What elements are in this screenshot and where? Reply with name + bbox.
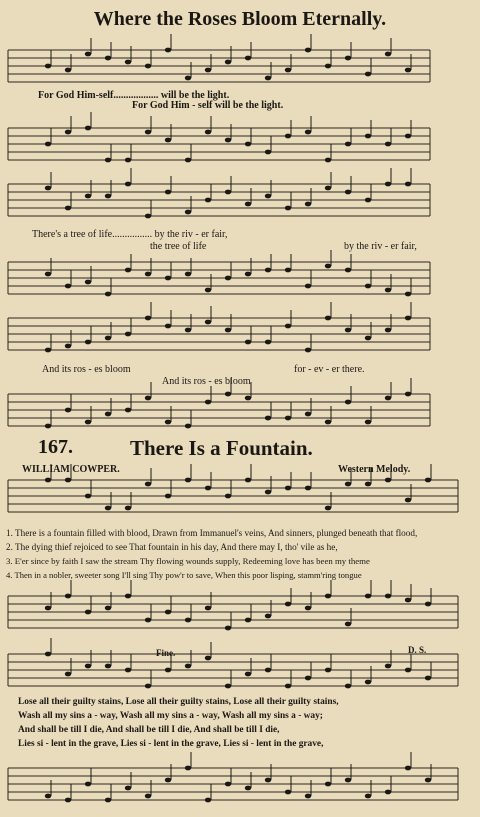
note-head	[385, 182, 391, 187]
hymn-title-roses: Where the Roses Bloom Eternally.	[93, 8, 387, 30]
note-head	[345, 56, 351, 61]
note-head	[325, 506, 331, 511]
note-head	[105, 292, 111, 297]
note-head	[125, 786, 131, 791]
note-head	[365, 198, 371, 203]
note-head	[385, 594, 391, 599]
note-head	[85, 782, 91, 787]
note-head	[345, 684, 351, 689]
note-head	[345, 622, 351, 627]
note-head	[165, 138, 171, 143]
note-head	[365, 284, 371, 289]
note-head	[365, 794, 371, 799]
note-head	[225, 328, 231, 333]
note-head	[205, 68, 211, 73]
note-head	[245, 618, 251, 623]
hymn-number: 167.	[38, 436, 73, 458]
note-head	[345, 190, 351, 195]
note-head	[305, 202, 311, 207]
note-head	[165, 668, 171, 673]
note-head	[385, 396, 391, 401]
verse-line: 2. The dying thief rejoiced to see That fountain in his day, And there may I, tho' vile as he,	[6, 542, 338, 552]
note-head	[205, 606, 211, 611]
note-head	[305, 48, 311, 53]
note-head	[245, 340, 251, 345]
note-head	[245, 272, 251, 277]
note-head	[65, 478, 71, 483]
note-head	[85, 280, 91, 285]
note-head	[125, 408, 131, 413]
note-head	[65, 594, 71, 599]
note-head	[345, 142, 351, 147]
note-head	[205, 486, 211, 491]
note-head	[345, 778, 351, 783]
note-head	[265, 194, 271, 199]
note-head	[305, 130, 311, 135]
note-head	[205, 198, 211, 203]
lyric-line: And its ros - es bloom	[162, 376, 251, 387]
hymn-title-fountain: There Is a Fountain.	[130, 436, 313, 460]
note-head	[65, 130, 71, 135]
note-head	[325, 264, 331, 269]
note-head	[285, 324, 291, 329]
note-head	[105, 158, 111, 163]
verse-line: 1. There is a fountain filled with blood, Drawn from Immanuel's veins, And sinners, plunged beneath that flood,	[6, 528, 418, 538]
note-head	[265, 668, 271, 673]
note-head	[365, 134, 371, 139]
note-head	[45, 348, 51, 353]
note-head	[85, 52, 91, 57]
note-head	[205, 656, 211, 661]
note-head	[185, 478, 191, 483]
note-head	[405, 766, 411, 771]
note-head	[165, 778, 171, 783]
note-head	[165, 420, 171, 425]
note-head	[45, 142, 51, 147]
note-head	[405, 182, 411, 187]
note-head	[385, 664, 391, 669]
note-head	[145, 396, 151, 401]
note-head	[325, 782, 331, 787]
note-head	[185, 664, 191, 669]
refrain-line: And shall be till I die, And shall be till I die, And shall be till I die,	[18, 725, 280, 735]
note-head	[145, 316, 151, 321]
lyric-line: And its ros - es bloom	[42, 364, 131, 375]
note-head	[65, 408, 71, 413]
note-head	[125, 268, 131, 273]
note-head	[405, 668, 411, 673]
note-head	[45, 424, 51, 429]
note-head	[105, 56, 111, 61]
note-head	[185, 424, 191, 429]
note-head	[245, 478, 251, 483]
note-head	[205, 130, 211, 135]
note-head	[185, 766, 191, 771]
note-head	[305, 284, 311, 289]
note-head	[105, 606, 111, 611]
note-head	[265, 614, 271, 619]
note-head	[365, 72, 371, 77]
note-head	[285, 68, 291, 73]
verse-line: 4. Then in a nobler, sweeter song I'll sing Thy pow'r to save, When this poor lisping, stamm'ring tongue	[6, 570, 362, 580]
note-head	[45, 606, 51, 611]
note-head	[345, 400, 351, 405]
note-head	[305, 794, 311, 799]
note-head	[105, 506, 111, 511]
note-head	[385, 142, 391, 147]
note-head	[285, 416, 291, 421]
ds-mark: D. S.	[408, 645, 427, 655]
refrain-line: Lose all their guilty stains, Lose all their guilty stains, Lose all their guilty stains,	[18, 697, 339, 707]
note-head	[185, 272, 191, 277]
note-head	[265, 150, 271, 155]
note-head	[225, 494, 231, 499]
note-head	[285, 602, 291, 607]
note-head	[85, 494, 91, 499]
note-head	[425, 602, 431, 607]
note-head	[105, 194, 111, 199]
note-head	[225, 138, 231, 143]
note-head	[425, 676, 431, 681]
fine-mark: Fine.	[156, 648, 176, 658]
note-head	[365, 594, 371, 599]
note-head	[325, 420, 331, 425]
note-head	[305, 348, 311, 353]
note-head	[145, 272, 151, 277]
note-head	[245, 56, 251, 61]
refrain-line: Lies si - lent in the grave, Lies si - lent in the grave, Lies si - lent in the grave,	[18, 739, 324, 749]
note-head	[245, 786, 251, 791]
note-head	[325, 64, 331, 69]
note-head	[385, 328, 391, 333]
note-head	[125, 332, 131, 337]
note-head	[185, 158, 191, 163]
note-head	[305, 676, 311, 681]
note-head	[185, 328, 191, 333]
note-head	[285, 268, 291, 273]
note-head	[145, 618, 151, 623]
note-head	[225, 276, 231, 281]
note-head	[245, 672, 251, 677]
note-head	[125, 594, 131, 599]
note-head	[405, 498, 411, 503]
note-head	[285, 134, 291, 139]
note-head	[65, 798, 71, 803]
note-head	[45, 478, 51, 483]
note-head	[225, 392, 231, 397]
note-head	[325, 186, 331, 191]
note-head	[265, 490, 271, 495]
note-head	[85, 194, 91, 199]
note-head	[165, 324, 171, 329]
note-head	[125, 506, 131, 511]
note-head	[165, 610, 171, 615]
note-head	[225, 626, 231, 631]
note-head	[145, 130, 151, 135]
lyric-line: For God Him-self.................. will be the light.	[38, 90, 230, 101]
note-head	[305, 606, 311, 611]
note-head	[405, 316, 411, 321]
note-head	[125, 60, 131, 65]
note-head	[125, 158, 131, 163]
note-head	[225, 60, 231, 65]
note-head	[165, 48, 171, 53]
note-head	[405, 392, 411, 397]
note-head	[105, 336, 111, 341]
note-head	[405, 598, 411, 603]
note-head	[205, 798, 211, 803]
note-head	[405, 292, 411, 297]
note-head	[145, 684, 151, 689]
note-head	[165, 190, 171, 195]
note-head	[185, 210, 191, 215]
note-head	[245, 396, 251, 401]
tune-credit: Western Melody.	[338, 464, 411, 475]
author-credit: WILLIAM COWPER.	[22, 464, 120, 475]
note-head	[365, 680, 371, 685]
note-head	[265, 778, 271, 783]
note-head	[225, 190, 231, 195]
note-head	[365, 482, 371, 487]
note-head	[245, 142, 251, 147]
note-head	[105, 798, 111, 803]
lyric-line: for - ev - er there.	[294, 364, 365, 375]
note-head	[65, 672, 71, 677]
note-head	[145, 794, 151, 799]
note-head	[85, 126, 91, 131]
note-head	[325, 668, 331, 673]
note-head	[325, 158, 331, 163]
note-head	[425, 778, 431, 783]
note-head	[405, 134, 411, 139]
note-head	[165, 276, 171, 281]
note-head	[105, 412, 111, 417]
note-head	[385, 790, 391, 795]
note-head	[245, 202, 251, 207]
note-head	[305, 486, 311, 491]
note-head	[125, 668, 131, 673]
note-head	[85, 610, 91, 615]
note-head	[265, 76, 271, 81]
note-head	[385, 52, 391, 57]
note-head	[65, 344, 71, 349]
refrain-line: Wash all my sins a - way, Wash all my sins a - way, Wash all my sins a - way;	[18, 711, 323, 721]
note-head	[405, 68, 411, 73]
note-head	[105, 664, 111, 669]
note-head	[65, 206, 71, 211]
note-head	[345, 268, 351, 273]
note-head	[265, 340, 271, 345]
note-head	[285, 486, 291, 491]
note-head	[185, 618, 191, 623]
note-head	[45, 652, 51, 657]
lyric-line: For God Him - self will be the light.	[132, 100, 284, 111]
note-head	[305, 412, 311, 417]
verse-line: 3. E'er since by faith I saw the stream Thy flowing wounds supply, Redeeming love has been my theme	[6, 556, 370, 566]
note-head	[365, 336, 371, 341]
note-head	[85, 340, 91, 345]
note-head	[285, 206, 291, 211]
note-head	[205, 400, 211, 405]
note-head	[385, 288, 391, 293]
note-head	[285, 790, 291, 795]
note-head	[345, 328, 351, 333]
lyric-line: by the riv - er fair,	[344, 241, 417, 252]
note-head	[65, 68, 71, 73]
note-head	[145, 482, 151, 487]
lyric-line: There's a tree of life................ by the riv - er fair,	[32, 229, 228, 240]
note-head	[205, 320, 211, 325]
note-head	[65, 284, 71, 289]
note-head	[425, 478, 431, 483]
note-head	[365, 420, 371, 425]
note-head	[45, 272, 51, 277]
note-head	[125, 182, 131, 187]
note-head	[225, 782, 231, 787]
note-head	[325, 316, 331, 321]
note-head	[145, 214, 151, 219]
note-head	[285, 684, 291, 689]
note-head	[205, 288, 211, 293]
note-head	[325, 594, 331, 599]
note-head	[145, 64, 151, 69]
note-head	[265, 268, 271, 273]
note-head	[225, 684, 231, 689]
note-head	[85, 420, 91, 425]
note-head	[345, 482, 351, 487]
note-head	[165, 494, 171, 499]
note-head	[185, 76, 191, 81]
lyric-line: the tree of life	[150, 241, 207, 252]
note-head	[45, 64, 51, 69]
note-head	[45, 186, 51, 191]
note-head	[45, 794, 51, 799]
note-head	[385, 478, 391, 483]
note-head	[265, 416, 271, 421]
note-head	[85, 664, 91, 669]
